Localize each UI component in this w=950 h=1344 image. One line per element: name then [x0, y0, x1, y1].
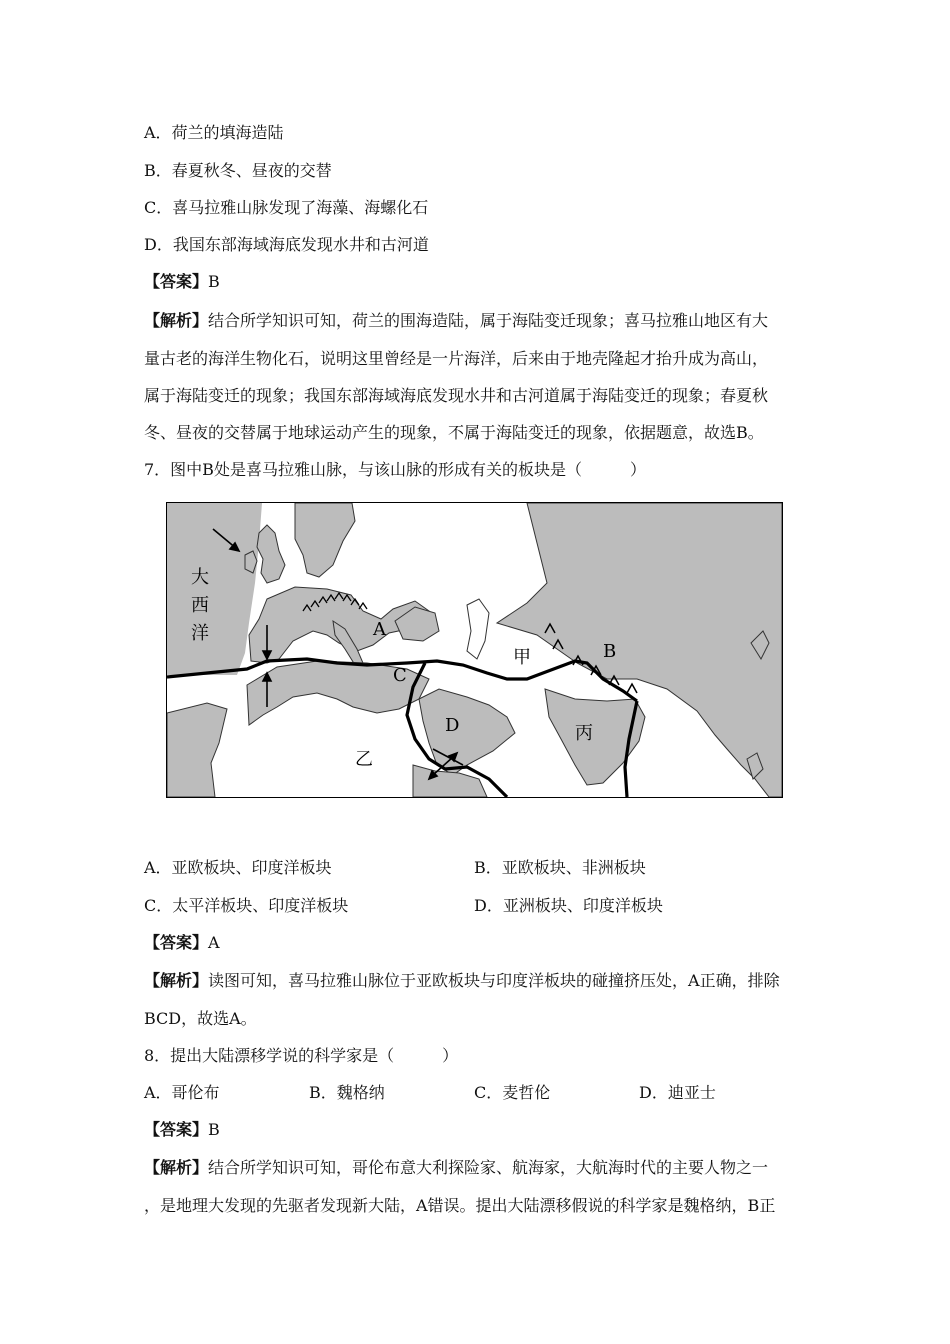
answer-value: B: [208, 1120, 220, 1139]
label-a: A: [373, 619, 386, 640]
q7-option-b: B．亚欧板块、非洲板块: [474, 858, 646, 877]
q6-analysis-line-2: 量古老的海洋生物化石，说明这里曾经是一片海洋，后来由于地壳隆起才抬升成为高山，: [144, 349, 769, 368]
q6-analysis-line-3: 属于海陆变迁的现象；我国东部海域海底发现水井和古河道属于海陆变迁的现象；春夏秋: [144, 386, 769, 405]
ocean-char-2: 西: [191, 595, 209, 616]
answer-tag: 【答案】: [144, 933, 209, 952]
q8-analysis-line-1: [144, 1158, 768, 1178]
q8-option-b: B．魏格纳: [309, 1083, 385, 1102]
analysis-tag: 【解析】: [144, 971, 209, 990]
q7-analysis-line-2: BCD，故选A。: [144, 1009, 257, 1028]
answer-value: B: [208, 272, 220, 291]
ocean-char-3: 洋: [191, 623, 209, 644]
q7-option-c: C．太平洋板块、印度洋板块: [144, 896, 349, 915]
ocean-char-1: 大: [191, 567, 209, 588]
analysis-tag: 【解析】: [144, 1158, 209, 1177]
answer-tag: 【答案】: [144, 1120, 209, 1139]
q6-analysis-line-4: 冬、昼夜的交替属于地球运动产生的现象，不属于海陆变迁的现象，依据题意，故选B。: [144, 423, 764, 442]
plate-map-svg: [167, 503, 782, 797]
caspian-sea: [467, 599, 489, 659]
answer-tag: 【答案】: [144, 272, 209, 291]
q6-option-a: A．荷兰的填海造陆: [144, 123, 284, 142]
q8-option-a: A．哥伦布: [144, 1083, 220, 1102]
analysis-text: 结合所学知识可知，哥伦布意大利探险家、航海家，大航海时代的主要人物之一: [208, 1158, 769, 1177]
q7-analysis-line-1: [144, 971, 780, 991]
analysis-text: 结合所学知识可知，荷兰的围海造陆，属于海陆变迁现象；喜马拉雅山地区有大: [208, 311, 769, 330]
q6-option-b: B．春夏秋冬、昼夜的交替: [144, 161, 332, 180]
label-bing: 丙: [575, 723, 593, 744]
q8-question: 8．提出大陆漂移学说的科学家是（ ）: [144, 1046, 459, 1065]
q8-option-d: D．迪亚士: [639, 1083, 716, 1102]
q7-answer: [144, 933, 220, 953]
ocean-label: [191, 567, 209, 644]
q8-answer: [144, 1120, 220, 1140]
plate-map: [166, 502, 783, 798]
q6-option-c: C．喜马拉雅山脉发现了海藻、海螺化石: [144, 198, 429, 217]
label-jia: 甲: [513, 647, 531, 668]
q7-option-d: D．亚洲板块、印度洋板块: [474, 896, 663, 915]
label-d: D: [445, 715, 460, 736]
q8-analysis-line-2: ，是地理大发现的先驱者发现新大陆，A错误。提出大陆漂移假说的科学家是魏格纳，B正: [144, 1196, 776, 1215]
label-c: C: [393, 665, 407, 686]
africa-west: [167, 703, 227, 797]
q6-answer: [144, 272, 220, 292]
label-b: B: [603, 641, 617, 662]
q6-analysis-line-1: [144, 311, 768, 331]
q6-option-d: D．我国东部海域海底发现水井和古河道: [144, 235, 429, 254]
scandinavia: [295, 503, 355, 577]
analysis-text: 读图可知，喜马拉雅山脉位于亚欧板块与印度洋板块的碰撞挤压处，A正确，排除: [208, 971, 780, 990]
asia-region: [497, 503, 782, 797]
analysis-tag: 【解析】: [144, 311, 209, 330]
answer-value: A: [208, 933, 220, 952]
atlantic-ocean-region: [167, 503, 262, 675]
label-yi: 乙: [355, 749, 373, 770]
q7-question: 7．图中B处是喜马拉雅山脉，与该山脉的形成有关的板块是（ ）: [144, 460, 646, 479]
british-isles: [257, 525, 285, 583]
q7-option-a: A．亚欧板块、印度洋板块: [144, 858, 332, 877]
q8-option-c: C．麦哲伦: [474, 1083, 551, 1102]
